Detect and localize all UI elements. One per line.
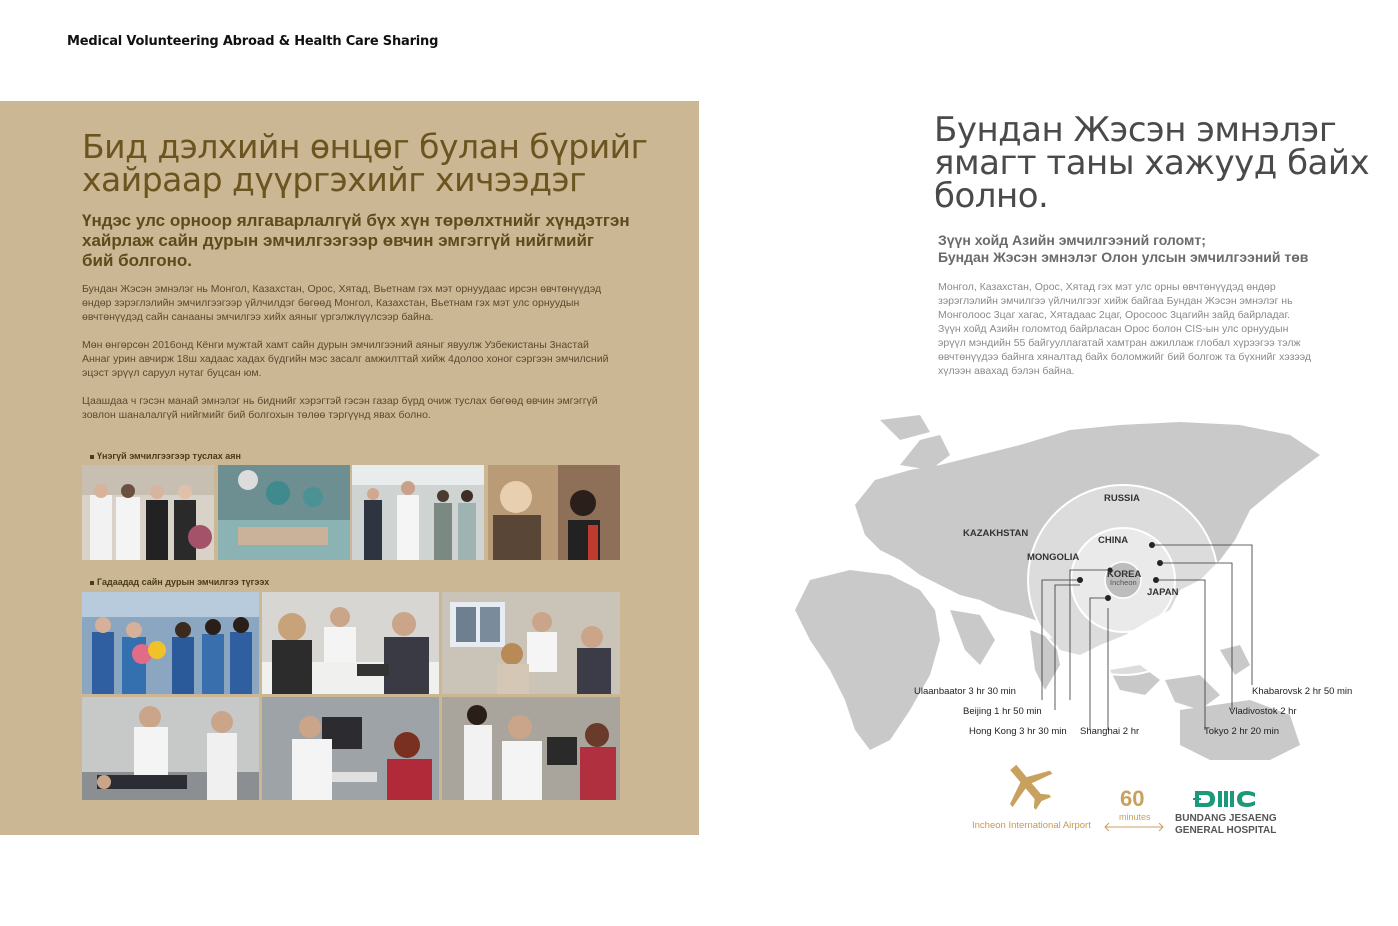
section-label-free-treatment bbox=[90, 451, 241, 461]
left-subtitle-line: Үндэс улс орноор ялгаварлалгүй бүх хүн төрөлхтнийг хүндэтгэн bbox=[82, 211, 630, 230]
paragraph-line: зовлон шаналалгүй нийгмийг бий болгохын төлөө тэргүүнд явах болно. bbox=[82, 409, 431, 421]
body-line: Монгол, Казахстан, Орос, Хятад гэх мэт улс орны өвчтөнүүдэд өндөр bbox=[938, 281, 1276, 293]
city-hongkong: Hong Kong 3 hr 30 min bbox=[969, 726, 1067, 737]
double-arrow-icon bbox=[1102, 822, 1166, 832]
photo-volunteer-team bbox=[82, 592, 259, 694]
right-title bbox=[934, 110, 1374, 216]
body-line: эрүүл мэндийн 55 байгууллагатай хамтран ажиллаж глобал хүрээгээ тэлж bbox=[938, 337, 1301, 349]
left-paragraph-1 bbox=[82, 282, 642, 324]
body-line: өвчтөнүүдээ байнга хяналтад байх боломжийг бий болгож та бүхнийг хэзээд bbox=[938, 351, 1312, 363]
city-vladivostok: Vladivostok 2 hr bbox=[1229, 706, 1297, 717]
paragraph-line: өвчтөнүүдэд сайн санааны эмчилгээ хийх аяныг үргэлжлүүлсээр байна. bbox=[82, 311, 434, 323]
left-subtitle bbox=[82, 211, 642, 271]
minutes-value: 60 bbox=[1120, 786, 1145, 811]
photo-surgery bbox=[218, 465, 350, 560]
photo-doctor-laptop bbox=[262, 592, 439, 694]
city-shanghai: Shanghai 2 hr bbox=[1080, 726, 1140, 737]
hospital-logo-icon bbox=[1193, 787, 1257, 811]
photo-xray-review bbox=[442, 592, 620, 694]
paragraph-line: өндөр зэрэглэлийн эмчилгээгээр үйлчилдэг бөгөөд Монгол, Казахстан, Вьетнам гэх мэт улс орнуудын bbox=[82, 297, 580, 309]
airplane-icon bbox=[1000, 760, 1056, 810]
section-label-volunteer-abroad bbox=[90, 577, 269, 587]
hospital-name bbox=[1175, 813, 1277, 837]
body-line: хүлээн авахад бэлэн байна. bbox=[938, 365, 1075, 377]
city-tokyo: Tokyo 2 hr 20 min bbox=[1204, 726, 1279, 737]
paragraph-line: Бундан Жэсэн эмнэлэг нь Монгол, Казахстан, Орос, Хятад, Вьетнам гэх мэт орнуудаас ирсэн өвчтөнүүдэд bbox=[82, 283, 602, 295]
city-khabarovsk: Khabarovsk 2 hr 50 min bbox=[1252, 686, 1353, 697]
paragraph-line: эцэст эрүүл саруул нутаг буцсан юм. bbox=[82, 367, 262, 379]
bullet-square-icon bbox=[90, 455, 94, 459]
region-incheon: Incheon bbox=[1110, 578, 1137, 587]
left-subtitle-line: бий болгоно. bbox=[82, 251, 193, 270]
region-japan: JAPAN bbox=[1147, 587, 1179, 598]
bullet-square-icon bbox=[90, 581, 94, 585]
paragraph-line: Мөн өнгөрсөн 2016онд Кёнги мужтай хамт сайн дурын эмчилгээний аяныг явуулж Узбекистаны 3настай bbox=[82, 339, 589, 351]
document-header: Medical Volunteering Abroad & Health Care Sharing bbox=[67, 34, 439, 49]
body-line: зэрэглэлийн эмчилгээ үйлчилгээг хийж байгаа Бундан Жэсэн эмнэлэг нь bbox=[938, 295, 1293, 307]
photo-physical-exam bbox=[82, 697, 259, 800]
region-kazakhstan: KAZAKHSTAN bbox=[963, 528, 1029, 539]
airport-label: Incheon International Airport bbox=[972, 820, 1091, 831]
right-subtitle-line: Бундан Жэсэн эмнэлэг Олон улсын эмчилгээний төв bbox=[938, 249, 1309, 265]
right-title-line: Бундан Жэсэн эмнэлэг bbox=[934, 110, 1337, 150]
left-paragraph-2 bbox=[82, 338, 642, 380]
photo-doctors-group bbox=[82, 465, 214, 560]
photo-doctor-desk bbox=[262, 697, 439, 800]
hospital-name-line: GENERAL HOSPITAL bbox=[1175, 825, 1277, 836]
city-ulaanbaatar: Ulaanbaator 3 hr 30 min bbox=[914, 686, 1016, 697]
right-subtitle bbox=[938, 232, 1358, 266]
section-label-text: Үнэгүй эмчилгээгээр туслах аян bbox=[97, 451, 241, 461]
hospital-name-line: BUNDANG JESAENG bbox=[1175, 813, 1277, 824]
right-body bbox=[938, 280, 1358, 378]
photo-consultation-hall bbox=[352, 465, 484, 560]
photo-patient-visit bbox=[488, 465, 620, 560]
region-korea: KOREA bbox=[1107, 569, 1142, 580]
city-beijing: Beijing 1 hr 50 min bbox=[963, 706, 1042, 717]
region-russia: RUSSIA bbox=[1104, 493, 1140, 504]
minutes-label: minutes bbox=[1119, 812, 1151, 822]
paragraph-line: Цаашдаа ч гэсэн манай эмнэлэг нь биднийг хэрэгтэй гэсэн газар бүрд очиж туслах бөгөөд өвчин эмгэггүй bbox=[82, 395, 598, 407]
left-paragraph-3 bbox=[82, 394, 642, 422]
photo-clinic-staff bbox=[442, 697, 620, 800]
body-line: Монголоос 3цаг хагас, Хятадаас 2цаг, Оросоос 3цагийн зайд байрладаг. bbox=[938, 309, 1290, 321]
region-mongolia: MONGOLIA bbox=[1027, 552, 1080, 563]
left-title bbox=[82, 127, 662, 199]
right-subtitle-line: Зүүн хойд Азийн эмчилгээний голомт; bbox=[938, 232, 1206, 248]
left-subtitle-line: хайрлаж сайн дурын эмчилгээгээр өвчин эмгэггүй нийгмийг bbox=[82, 231, 595, 250]
region-china: CHINA bbox=[1098, 535, 1129, 546]
paragraph-line: Аннаг урин авчирж 18ш хадаас хадах бүдгийн мэс засалг амжилттай хийж 4долоо хоног сэргээн эмчилсний bbox=[82, 353, 609, 365]
left-title-line: Бид дэлхийн өнцөг булан бүрийг bbox=[82, 127, 648, 166]
left-title-line: хайраар дүүргэхийг хичээдэг bbox=[82, 160, 587, 199]
right-title-line: болно. bbox=[934, 176, 1049, 216]
section-label-text: Гадаадад сайн дурын эмчилгээ түгээх bbox=[97, 577, 270, 587]
body-line: Зүүн хойд Азийн голомтод байрласан Орос болон CIS-ын улс орнуудын bbox=[938, 323, 1289, 335]
right-title-line: ямагт таны хажууд байх bbox=[934, 143, 1370, 183]
